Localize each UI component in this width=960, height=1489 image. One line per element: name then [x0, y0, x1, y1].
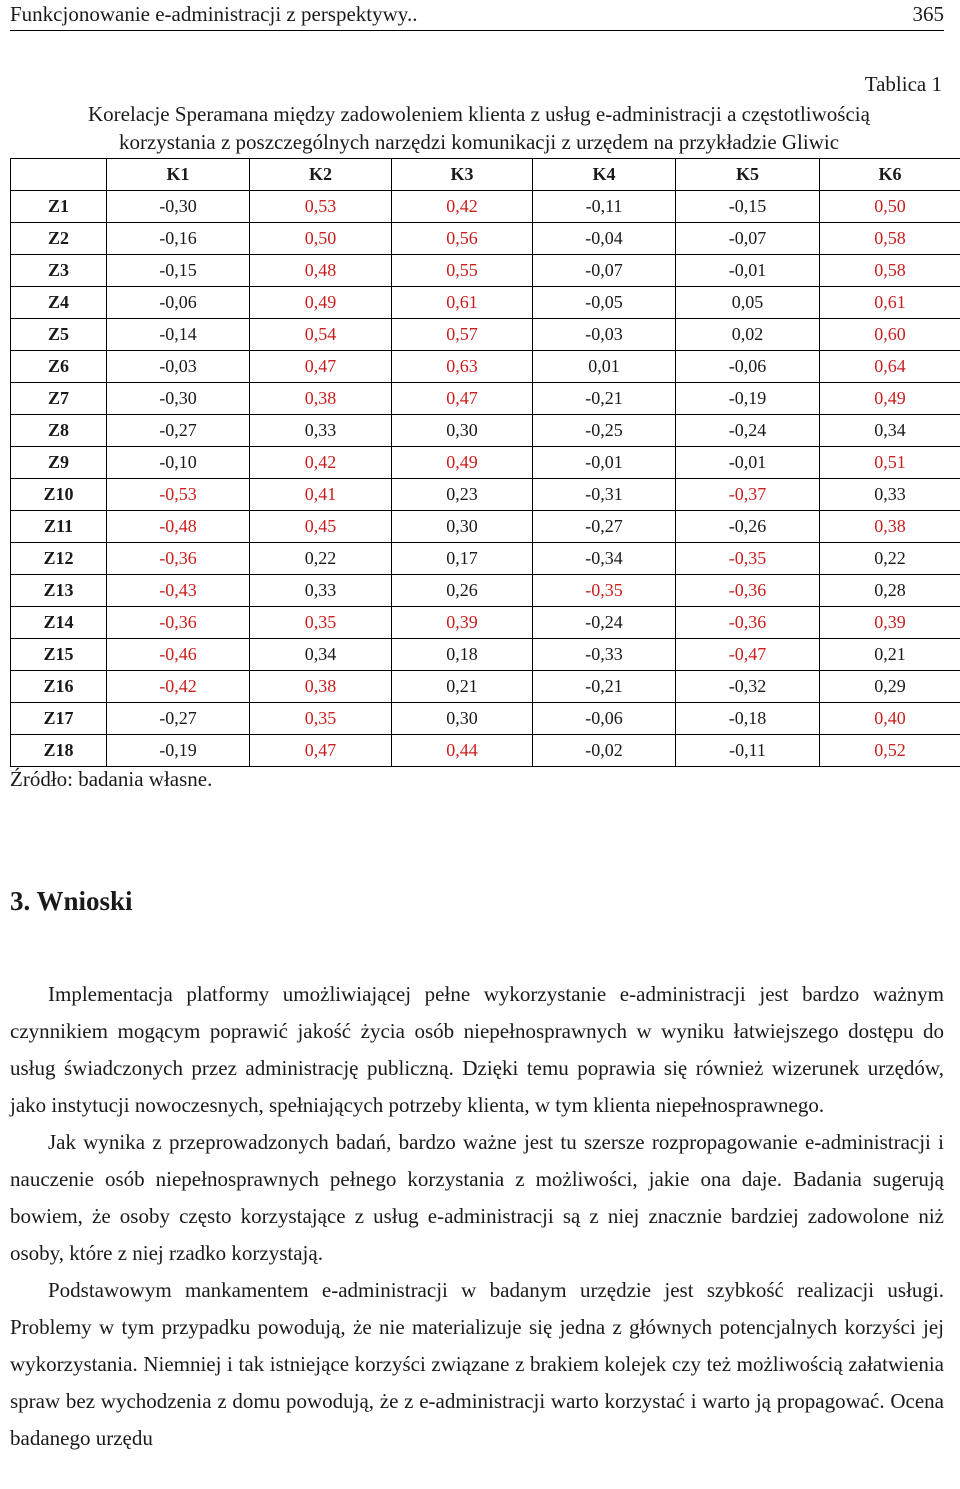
- table-cell: -0,27: [107, 703, 250, 735]
- table-cell: 0,51: [820, 447, 960, 479]
- table-cell: 0,57: [392, 319, 533, 351]
- table-cell: 0,38: [250, 671, 392, 703]
- table-cell: 0,44: [392, 735, 533, 767]
- row-header: Z3: [11, 255, 107, 287]
- table-cell: 0,52: [820, 735, 960, 767]
- table-cell: -0,35: [533, 575, 676, 607]
- column-header: K2: [250, 159, 392, 191]
- row-header: Z12: [11, 543, 107, 575]
- row-header: Z2: [11, 223, 107, 255]
- table-row: [11, 223, 960, 255]
- table-cell: -0,01: [676, 255, 820, 287]
- table-cell: -0,19: [107, 735, 250, 767]
- row-header: Z18: [11, 735, 107, 767]
- table-row: [11, 511, 960, 543]
- table-source-note: Źródło: badania własne.: [10, 767, 213, 791]
- table-cell: -0,32: [676, 671, 820, 703]
- row-header: Z11: [11, 511, 107, 543]
- table-row: [11, 383, 960, 415]
- table-cell: -0,42: [107, 671, 250, 703]
- table-corner-cell: [11, 159, 107, 191]
- table-cell: 0,61: [392, 287, 533, 319]
- table-cell: -0,06: [533, 703, 676, 735]
- table-cell: 0,58: [820, 223, 960, 255]
- table-cell: 0,47: [250, 351, 392, 383]
- running-header: [10, 0, 944, 31]
- table-cell: -0,11: [533, 191, 676, 223]
- table-row: [11, 607, 960, 639]
- table-row: [11, 287, 960, 319]
- table-cell: 0,42: [392, 191, 533, 223]
- table-cell: 0,42: [250, 447, 392, 479]
- body-text: [10, 976, 944, 1457]
- table-row: [11, 671, 960, 703]
- table-cell: 0,45: [250, 511, 392, 543]
- table-cell: 0,30: [392, 415, 533, 447]
- table-cell: 0,55: [392, 255, 533, 287]
- table-cell: -0,19: [676, 383, 820, 415]
- table-cell: 0,40: [820, 703, 960, 735]
- table-cell: -0,07: [676, 223, 820, 255]
- table-cell: -0,48: [107, 511, 250, 543]
- table-row: [11, 447, 960, 479]
- table-cell: 0,21: [392, 671, 533, 703]
- table-cell: 0,50: [820, 191, 960, 223]
- table-cell: -0,24: [533, 607, 676, 639]
- table-cell: -0,03: [533, 319, 676, 351]
- paragraph: Podstawowym mankamentem e-administracji w badanym urzędzie jest szybkość realizacji usługi. Problemy w tym przypadku powodują, że nie materializuje się jedna z głównych potencjalnych korzyści jej wykorzystania. Niemniej i tak istniejące korzyści związane z brakiem kolejek czy też możliwością załatwienia spraw bez wychodzenia z domu powodują, że z e-administracji warto korzystać i warto ją propagować. Ocena badanego urzędu: [10, 1278, 944, 1450]
- table-cell: -0,35: [676, 543, 820, 575]
- table-cell: -0,36: [676, 575, 820, 607]
- row-header: Z14: [11, 607, 107, 639]
- table-cell: 0,49: [250, 287, 392, 319]
- table-cell: -0,02: [533, 735, 676, 767]
- table-cell: -0,30: [107, 383, 250, 415]
- table-cell: 0,54: [250, 319, 392, 351]
- table-caption: [10, 100, 948, 156]
- row-header: Z17: [11, 703, 107, 735]
- table-cell: 0,35: [250, 607, 392, 639]
- table-cell: 0,47: [392, 383, 533, 415]
- table-cell: -0,15: [676, 191, 820, 223]
- row-header: Z4: [11, 287, 107, 319]
- table-cell: 0,38: [820, 511, 960, 543]
- table-label: Tablica 1: [864, 72, 942, 96]
- table-cell: -0,07: [533, 255, 676, 287]
- table-cell: 0,38: [250, 383, 392, 415]
- table-cell: 0,34: [250, 639, 392, 671]
- paragraph: Jak wynika z przeprowadzonych badań, bardzo ważne jest tu szersze rozpropagowanie e-administracji i nauczenie osób niepełnosprawnych pełnego korzystania z możliwości, jakie ona daje. Badania sugerują bowiem, że osoby często korzystające z usług e-administracji są z niej znacznie bardziej zadowolone niż osoby, które z niej rzadko korzystają.: [10, 1130, 944, 1265]
- table-cell: 0,64: [820, 351, 960, 383]
- column-header: K6: [820, 159, 960, 191]
- table-cell: -0,05: [533, 287, 676, 319]
- table-cell: 0,02: [676, 319, 820, 351]
- table-cell: 0,21: [820, 639, 960, 671]
- column-header: K5: [676, 159, 820, 191]
- table-cell: -0,21: [533, 383, 676, 415]
- page-number: 365: [912, 2, 944, 26]
- table-cell: 0,26: [392, 575, 533, 607]
- table-cell: 0,63: [392, 351, 533, 383]
- table-cell: 0,39: [820, 607, 960, 639]
- row-header: Z6: [11, 351, 107, 383]
- table-cell: 0,49: [392, 447, 533, 479]
- table-row: [11, 479, 960, 511]
- table-cell: 0,33: [250, 575, 392, 607]
- table-cell: 0,39: [392, 607, 533, 639]
- table-row: [11, 639, 960, 671]
- table-cell: 0,49: [820, 383, 960, 415]
- running-title: Funkcjonowanie e-administracji z perspektywy..: [10, 2, 418, 26]
- table-cell: 0,18: [392, 639, 533, 671]
- table-row: [11, 543, 960, 575]
- table-cell: 0,22: [820, 543, 960, 575]
- table-cell: -0,01: [676, 447, 820, 479]
- table-cell: -0,43: [107, 575, 250, 607]
- table-cell: -0,47: [676, 639, 820, 671]
- table-cell: 0,56: [392, 223, 533, 255]
- table-cell: -0,46: [107, 639, 250, 671]
- table-row: [11, 319, 960, 351]
- table-cell: 0,30: [392, 703, 533, 735]
- row-header: Z15: [11, 639, 107, 671]
- correlation-table: [10, 158, 960, 767]
- table-cell: 0,61: [820, 287, 960, 319]
- table-caption-line: korzystania z poszczególnych narzędzi komunikacji z urzędem na przykładzie Gliwic: [118, 130, 840, 154]
- table-cell: 0,17: [392, 543, 533, 575]
- table-cell: 0,35: [250, 703, 392, 735]
- table-cell: -0,36: [676, 607, 820, 639]
- table-cell: -0,06: [676, 351, 820, 383]
- table-cell: 0,33: [250, 415, 392, 447]
- table-cell: 0,50: [250, 223, 392, 255]
- table-cell: -0,18: [676, 703, 820, 735]
- section-heading: 3. Wnioski: [10, 886, 133, 916]
- table-cell: -0,03: [107, 351, 250, 383]
- row-header: Z13: [11, 575, 107, 607]
- row-header: Z8: [11, 415, 107, 447]
- table-cell: 0,60: [820, 319, 960, 351]
- table-cell: 0,30: [392, 511, 533, 543]
- table-caption-line: Korelacje Speramana między zadowoleniem klienta z usług e-administracji a częstotliwością: [88, 102, 870, 126]
- table-cell: -0,10: [107, 447, 250, 479]
- table-cell: -0,21: [533, 671, 676, 703]
- table-cell: 0,34: [820, 415, 960, 447]
- table-cell: -0,36: [107, 607, 250, 639]
- table-cell: 0,33: [820, 479, 960, 511]
- column-header: K1: [107, 159, 250, 191]
- table-cell: -0,34: [533, 543, 676, 575]
- table-cell: 0,28: [820, 575, 960, 607]
- table-cell: -0,37: [676, 479, 820, 511]
- table-row: [11, 351, 960, 383]
- table-cell: 0,58: [820, 255, 960, 287]
- table-cell: -0,53: [107, 479, 250, 511]
- table-cell: -0,24: [676, 415, 820, 447]
- table-cell: 0,05: [676, 287, 820, 319]
- table-cell: -0,04: [533, 223, 676, 255]
- table-cell: 0,29: [820, 671, 960, 703]
- table-cell: -0,31: [533, 479, 676, 511]
- table-row: [11, 703, 960, 735]
- table-row: [11, 575, 960, 607]
- table-cell: 0,23: [392, 479, 533, 511]
- table-row: [11, 735, 960, 767]
- table-cell: -0,33: [533, 639, 676, 671]
- table-cell: 0,41: [250, 479, 392, 511]
- row-header: Z1: [11, 191, 107, 223]
- paragraph: Implementacja platformy umożliwiającej pełne wykorzystanie e-administracji jest bardzo ważnym czynnikiem mogącym poprawić jakość życia osób niepełnosprawnych w wyniku łatwiejszego dostępu do usług świadczonych przez administrację publiczną. Dzięki temu poprawia się również wizerunek urzędów, jako instytucji nowoczesnych, spełniających potrzeby klienta, w tym klienta niepełnosprawnego.: [10, 982, 944, 1117]
- row-header: Z5: [11, 319, 107, 351]
- table-cell: 0,48: [250, 255, 392, 287]
- table-cell: 0,47: [250, 735, 392, 767]
- table-row: [11, 255, 960, 287]
- table-cell: -0,06: [107, 287, 250, 319]
- table-cell: -0,26: [676, 511, 820, 543]
- table-cell: -0,27: [533, 511, 676, 543]
- table-cell: 0,22: [250, 543, 392, 575]
- table-row: [11, 191, 960, 223]
- row-header: Z9: [11, 447, 107, 479]
- table-header-row: [11, 159, 960, 191]
- table-cell: -0,11: [676, 735, 820, 767]
- table-cell: -0,15: [107, 255, 250, 287]
- table-cell: -0,27: [107, 415, 250, 447]
- row-header: Z10: [11, 479, 107, 511]
- table-row: [11, 415, 960, 447]
- row-header: Z7: [11, 383, 107, 415]
- column-header: K4: [533, 159, 676, 191]
- table-cell: -0,16: [107, 223, 250, 255]
- table-cell: -0,14: [107, 319, 250, 351]
- column-header: K3: [392, 159, 533, 191]
- table-cell: 0,53: [250, 191, 392, 223]
- row-header: Z16: [11, 671, 107, 703]
- table-cell: -0,01: [533, 447, 676, 479]
- table-cell: -0,36: [107, 543, 250, 575]
- table-cell: -0,30: [107, 191, 250, 223]
- table-cell: 0,01: [533, 351, 676, 383]
- table-cell: -0,25: [533, 415, 676, 447]
